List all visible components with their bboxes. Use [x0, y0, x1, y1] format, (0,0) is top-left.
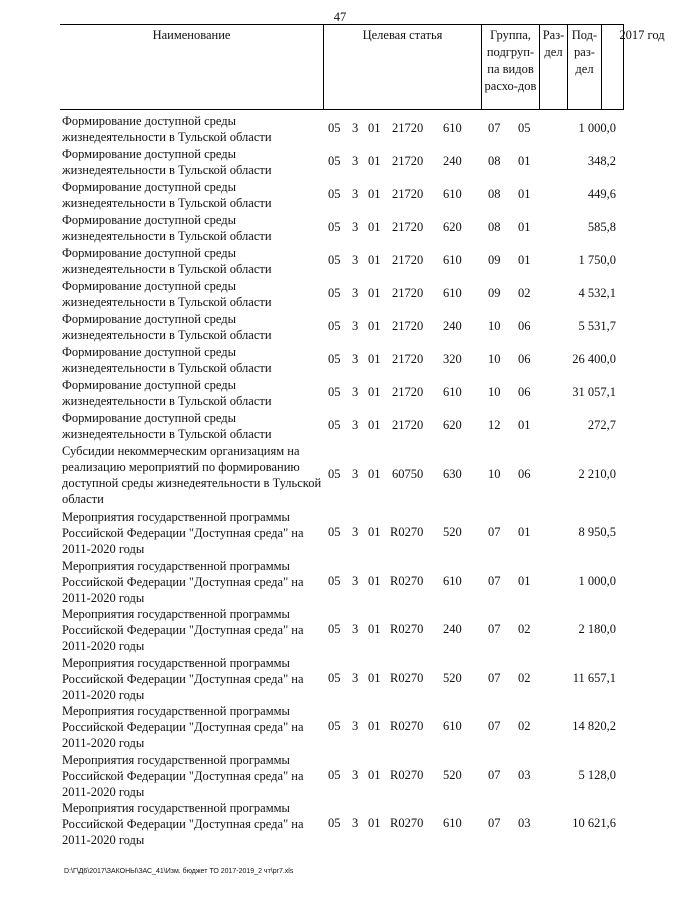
- code-p2: 3: [352, 467, 359, 481]
- row-name: Мероприятия государственной программы Российской Федерации "Доступная среда" на 2011-2020 годы: [62, 510, 304, 556]
- code-p4: R0270: [390, 767, 424, 782]
- code-p1: 05: [328, 352, 341, 366]
- code-p4: R0270: [390, 525, 424, 539]
- subsection-code: 01: [518, 573, 531, 588]
- code-p2: 3: [352, 352, 359, 366]
- table-row: [0, 113, 640, 146]
- header-expense-group: Группа, подгруп-па видов расхо-дов: [482, 25, 540, 109]
- code-p2: 3: [352, 767, 359, 782]
- section-code: 07: [488, 670, 501, 685]
- subsection-code: 03: [518, 767, 531, 782]
- table-row: [0, 311, 640, 344]
- subsection-code: 01: [518, 154, 531, 168]
- section-code: 10: [488, 352, 501, 366]
- table-header: [60, 24, 665, 110]
- table-row: [0, 606, 640, 655]
- section-code: 08: [488, 220, 501, 234]
- code-p4: R0270: [390, 719, 424, 733]
- group-code: 610: [443, 121, 462, 135]
- code-p4: 21720: [392, 253, 424, 267]
- section-code: 07: [488, 622, 501, 636]
- page-number: 47: [333, 10, 347, 24]
- group-code: 610: [443, 385, 462, 399]
- code-p2: 3: [352, 121, 359, 135]
- code-p2: 3: [352, 525, 359, 539]
- code-p2: 3: [352, 622, 359, 636]
- file-path-footer: D:\Г\Д6\2017\ЗАКОНЫ\ЗАС_41\Изм. бюджет ТО 2017-2019_2 чт\pr7.xls: [64, 868, 294, 875]
- amount: 11 657,1: [572, 670, 616, 685]
- code-p3: 01: [368, 121, 381, 135]
- code-p2: 3: [352, 253, 359, 267]
- code-p1: 05: [328, 187, 341, 201]
- group-code: 610: [443, 253, 462, 267]
- row-name: Мероприятия государственной программы Российской Федерации "Доступная среда" на 2011-2020 годы: [62, 801, 304, 847]
- code-p3: 01: [368, 319, 381, 333]
- subsection-code: 06: [518, 385, 531, 399]
- amount: 585,8: [587, 220, 616, 234]
- code-p2: 3: [352, 418, 359, 432]
- subsection-code: 05: [518, 121, 531, 135]
- amount: 2 180,0: [578, 622, 616, 636]
- row-name: Мероприятия государственной программы Российской Федерации "Доступная среда" на 2011-2020 годы: [62, 655, 304, 702]
- code-p2: 3: [352, 154, 359, 168]
- code-p3: 01: [368, 286, 381, 300]
- table-row: [0, 377, 640, 410]
- subsection-code: 06: [518, 352, 531, 366]
- subsection-code: 06: [518, 467, 531, 481]
- amount: 26 400,0: [572, 352, 616, 366]
- header-section: Раз-дел: [540, 25, 568, 109]
- table-row: [0, 443, 640, 509]
- code-p3: 01: [368, 767, 381, 782]
- amount: 348,2: [587, 154, 616, 168]
- table-row: [0, 509, 640, 558]
- subsection-code: 02: [518, 622, 531, 636]
- table-row: [0, 655, 640, 704]
- group-code: 610: [443, 286, 462, 300]
- section-code: 07: [488, 816, 501, 830]
- code-p1: 05: [328, 622, 341, 636]
- code-p1: 05: [328, 670, 341, 685]
- code-p3: 01: [368, 253, 381, 267]
- subsection-code: 01: [518, 187, 531, 201]
- header-subsection: Под-раз-дел: [568, 25, 602, 109]
- subsection-code: 03: [518, 816, 531, 830]
- subsection-code: 06: [518, 319, 531, 333]
- section-code: 10: [488, 385, 501, 399]
- table-row: [0, 212, 640, 245]
- amount: 5 128,0: [578, 767, 616, 782]
- row-name: Формирование доступной среды жизнедеятельности в Тульской области: [62, 114, 272, 144]
- code-p2: 3: [352, 816, 359, 830]
- row-name: Формирование доступной среды жизнедеятельности в Тульской области: [62, 378, 272, 408]
- group-code: 240: [443, 319, 462, 333]
- group-code: 320: [443, 352, 462, 366]
- row-name: Мероприятия государственной программы Российской Федерации "Доступная среда" на 2011-2020 годы: [62, 558, 304, 605]
- code-p3: 01: [368, 670, 381, 685]
- group-code: 610: [443, 719, 462, 733]
- header-name: Наименование: [60, 25, 324, 109]
- group-code: 610: [443, 816, 462, 830]
- section-code: 12: [488, 418, 501, 432]
- code-p3: 01: [368, 220, 381, 234]
- group-code: 610: [443, 187, 462, 201]
- row-name: Мероприятия государственной программы Российской Федерации "Доступная среда" на 2011-2020 годы: [62, 704, 304, 750]
- row-name: Формирование доступной среды жизнедеятельности в Тульской области: [62, 345, 272, 375]
- group-code: 620: [443, 418, 462, 432]
- row-name: Мероприятия государственной программы Российской Федерации "Доступная среда" на 2011-2020 годы: [62, 607, 304, 653]
- subsection-code: 01: [518, 418, 531, 432]
- subsection-code: 02: [518, 286, 531, 300]
- code-p3: 01: [368, 525, 381, 539]
- group-code: 620: [443, 220, 462, 234]
- section-code: 07: [488, 573, 501, 588]
- table-row: [0, 278, 640, 311]
- section-code: 07: [488, 121, 501, 135]
- table-row: [0, 146, 640, 179]
- header-year: 2017 год: [619, 28, 665, 42]
- section-code: 07: [488, 525, 501, 539]
- code-p1: 05: [328, 154, 341, 168]
- code-p3: 01: [368, 154, 381, 168]
- code-p4: 21720: [392, 385, 424, 399]
- amount: 5 531,7: [578, 319, 616, 333]
- row-name: Формирование доступной среды жизнедеятельности в Тульской области: [62, 246, 272, 276]
- row-name: Формирование доступной среды жизнедеятельности в Тульской области: [62, 180, 272, 210]
- row-name: Формирование доступной среды жизнедеятельности в Тульской области: [62, 213, 272, 243]
- amount: 272,7: [587, 418, 616, 432]
- code-p4: 21720: [392, 319, 424, 333]
- row-name: Формирование доступной среды жизнедеятельности в Тульской области: [62, 279, 272, 309]
- section-code: 09: [488, 286, 501, 300]
- header-target-article: Целевая статья: [324, 25, 482, 109]
- code-p2: 3: [352, 286, 359, 300]
- code-p3: 01: [368, 573, 381, 588]
- code-p3: 01: [368, 352, 381, 366]
- code-p4: 21720: [392, 352, 424, 366]
- subsection-code: 01: [518, 220, 531, 234]
- amount: 1 000,0: [578, 121, 616, 135]
- code-p1: 05: [328, 385, 341, 399]
- code-p2: 3: [352, 187, 359, 201]
- code-p1: 05: [328, 319, 341, 333]
- amount: 1 750,0: [578, 253, 616, 267]
- row-name: Формирование доступной среды жизнедеятельности в Тульской области: [62, 312, 272, 342]
- code-p1: 05: [328, 767, 341, 782]
- section-code: 09: [488, 253, 501, 267]
- code-p3: 01: [368, 418, 381, 432]
- group-code: 520: [443, 670, 462, 685]
- code-p1: 05: [328, 286, 341, 300]
- group-code: 520: [443, 767, 462, 782]
- code-p3: 01: [368, 467, 381, 481]
- code-p4: R0270: [390, 622, 424, 636]
- code-p1: 05: [328, 525, 341, 539]
- table-row: [0, 800, 640, 849]
- table-row: [0, 344, 640, 377]
- amount: 14 820,2: [572, 719, 616, 733]
- section-code: 08: [488, 154, 501, 168]
- code-p1: 05: [328, 467, 341, 481]
- code-p3: 01: [368, 385, 381, 399]
- amount: 1 000,0: [578, 573, 616, 588]
- amount: 449,6: [587, 187, 616, 201]
- code-p3: 01: [368, 719, 381, 733]
- table-row: [0, 558, 640, 607]
- table-row: [0, 245, 640, 278]
- row-name: Субсидии некоммерческим организациям на реализацию мероприятий по формированию доступной среды жизнедеятельности в Тульской области: [62, 444, 322, 506]
- row-name: Формирование доступной среды жизнедеятельности в Тульской области: [62, 147, 272, 177]
- code-p2: 3: [352, 319, 359, 333]
- table-row: [0, 752, 640, 801]
- code-p1: 05: [328, 418, 341, 432]
- row-name: Формирование доступной среды жизнедеятельности в Тульской области: [62, 411, 272, 441]
- section-code: 08: [488, 187, 501, 201]
- table-row: [0, 410, 640, 443]
- subsection-code: 01: [518, 253, 531, 267]
- amount: 31 057,1: [572, 385, 616, 399]
- row-name: Мероприятия государственной программы Российской Федерации "Доступная среда" на 2011-2020 годы: [62, 752, 304, 799]
- code-p1: 05: [328, 816, 341, 830]
- code-p4: R0270: [390, 670, 424, 685]
- group-code: 520: [443, 525, 462, 539]
- code-p4: 21720: [392, 154, 424, 168]
- code-p1: 05: [328, 220, 341, 234]
- code-p2: 3: [352, 220, 359, 234]
- code-p2: 3: [352, 385, 359, 399]
- table-row: [0, 703, 640, 752]
- code-p2: 3: [352, 573, 359, 588]
- code-p4: 21720: [392, 121, 424, 135]
- code-p3: 01: [368, 816, 381, 830]
- subsection-code: 02: [518, 670, 531, 685]
- section-code: 07: [488, 767, 501, 782]
- table-row: [0, 179, 640, 212]
- code-p3: 01: [368, 187, 381, 201]
- code-p1: 05: [328, 719, 341, 733]
- code-p1: 05: [328, 253, 341, 267]
- code-p2: 3: [352, 670, 359, 685]
- table-body: [0, 113, 640, 849]
- amount: 4 532,1: [578, 286, 616, 300]
- code-p4: 21720: [392, 286, 424, 300]
- amount: 2 210,0: [578, 467, 616, 481]
- code-p1: 05: [328, 573, 341, 588]
- group-code: 610: [443, 573, 462, 588]
- amount: 8 950,5: [578, 525, 616, 539]
- code-p1: 05: [328, 121, 341, 135]
- code-p4: 21720: [392, 187, 424, 201]
- code-p4: 60750: [392, 467, 424, 481]
- section-code: 10: [488, 467, 501, 481]
- subsection-code: 02: [518, 719, 531, 733]
- code-p3: 01: [368, 622, 381, 636]
- code-p4: 21720: [392, 220, 424, 234]
- amount: 10 621,6: [572, 816, 616, 830]
- subsection-code: 01: [518, 525, 531, 539]
- code-p2: 3: [352, 719, 359, 733]
- group-code: 240: [443, 622, 462, 636]
- code-p4: R0270: [390, 816, 424, 830]
- group-code: 240: [443, 154, 462, 168]
- section-code: 10: [488, 319, 501, 333]
- section-code: 07: [488, 719, 501, 733]
- code-p4: R0270: [390, 573, 424, 588]
- group-code: 630: [443, 467, 462, 481]
- code-p4: 21720: [392, 418, 424, 432]
